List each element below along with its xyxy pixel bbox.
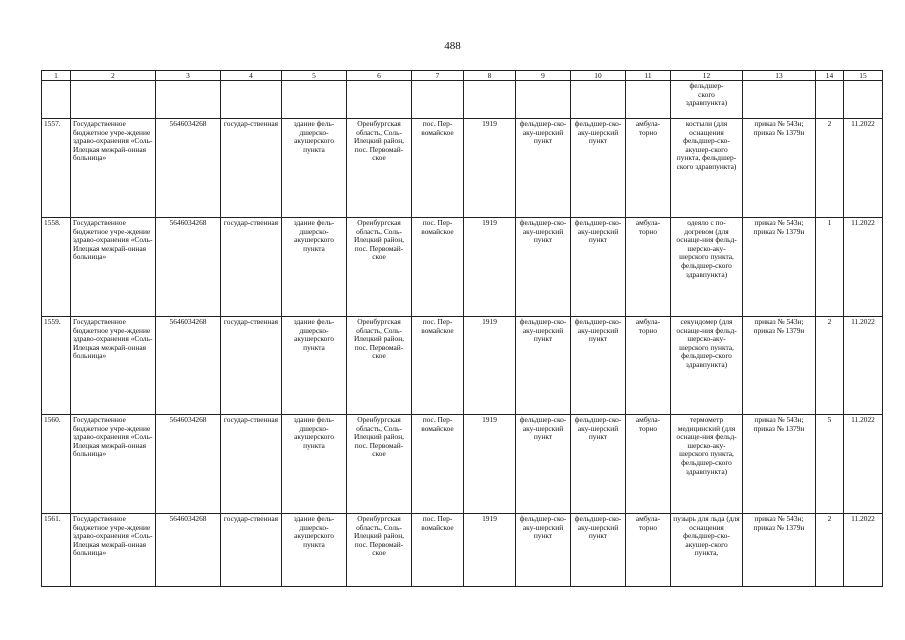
inn-cell: 5646034268 [156, 218, 221, 317]
column-header-12: 12 [671, 71, 743, 81]
continuation-row [42, 81, 883, 119]
table-row [42, 218, 883, 317]
ownership-cell: государ-ственная [221, 514, 282, 587]
column-header-7: 7 [412, 71, 464, 81]
equipment-cell: одеяло с по-догревом (для оснаще-ния фельд-шерско-аку-шерского пункта, фельдшер-ского здравпункта) [671, 218, 743, 317]
column-header-3: 3 [156, 71, 221, 81]
facility-type-cell: фельдшер-ско-аку-шерский пункт [516, 415, 571, 514]
quantity-cell: 2 [816, 317, 844, 415]
inn-cell: 5646034268 [156, 317, 221, 415]
inn-cell: 5646034268 [156, 415, 221, 514]
unit-cell: фельдшер-ско-аку-шерский пункт [571, 415, 626, 514]
organization-name: Государственное бюджетное учре-ждение здраво-охранения «Соль-Илецкая межрай-онная больница» [71, 415, 156, 514]
date-cell: 11.2022 [844, 514, 883, 587]
building-cell: здание фель-дшерско-акушерского пункта [282, 415, 347, 514]
equipment-cell: секундомер (для оснаще-ния фельд-шерско-аку-шерского пункта, фельдшер-ского здравпункта) [671, 317, 743, 415]
unit-cell: фельдшер-ско-аку-шерский пункт [571, 119, 626, 218]
equipment-cell: костыли (для оснащения фельдшер-ско-акушер-ского пункта, фельдшер-ского здравпункта) [671, 119, 743, 218]
column-header-6: 6 [347, 71, 412, 81]
column-header-14: 14 [816, 71, 844, 81]
order-cell: приказ № 543н; приказ № 1379н [743, 119, 816, 218]
settlement-cell: пос. Пер-вомайское [412, 415, 464, 514]
column-header-4: 4 [221, 71, 282, 81]
unit-cell: фельдшер-ско-аку-шерский пункт [571, 317, 626, 415]
facility-type-cell: фельдшер-ско-аку-шерский пункт [516, 514, 571, 587]
row-number: 1558. [42, 218, 71, 317]
column-header-5: 5 [282, 71, 347, 81]
address-cell: Оренбургская область, Соль-Илецкий район, пос. Первомай-ское [347, 415, 412, 514]
unit-cell: фельдшер-ско-аку-шерский пункт [571, 218, 626, 317]
date-cell: 11.2022 [844, 119, 883, 218]
year-cell: 1919 [464, 218, 516, 317]
care-mode-cell: амбула-торно [626, 218, 671, 317]
column-header-13: 13 [743, 71, 816, 81]
quantity-cell: 2 [816, 514, 844, 587]
unit-cell: фельдшер-ско-аку-шерский пункт [571, 514, 626, 587]
row-number: 1559. [42, 317, 71, 415]
quantity-cell: 5 [816, 415, 844, 514]
row-number: 1561. [42, 514, 71, 587]
equipment-cell: пузырь для льда (для оснащения фельдшер-ско-акушер-ского пункта, [671, 514, 743, 587]
year-cell: 1919 [464, 514, 516, 587]
column-header-11: 11 [626, 71, 671, 81]
table-row [42, 415, 883, 514]
facility-type-cell: фельдшер-ско-аку-шерский пункт [516, 218, 571, 317]
building-cell: здание фель-дшерско-акушерского пункта [282, 218, 347, 317]
date-cell: 11.2022 [844, 415, 883, 514]
order-cell: приказ № 543н; приказ № 1379н [743, 514, 816, 587]
year-cell: 1919 [464, 119, 516, 218]
care-mode-cell: амбула-торно [626, 514, 671, 587]
quantity-cell: 2 [816, 119, 844, 218]
date-cell: 11.2022 [844, 218, 883, 317]
column-header-15: 15 [844, 71, 883, 81]
year-cell: 1919 [464, 415, 516, 514]
order-cell: приказ № 543н; приказ № 1379н [743, 415, 816, 514]
column-header-10: 10 [571, 71, 626, 81]
header-row [42, 71, 883, 81]
settlement-cell: пос. Пер-вомайское [412, 317, 464, 415]
settlement-cell: пос. Пер-вомайское [412, 218, 464, 317]
organization-name: Государственное бюджетное учре-ждение здраво-охранения «Соль-Илецкая межрай-онная больница» [71, 218, 156, 317]
ownership-cell: государ-ственная [221, 317, 282, 415]
column-header-2: 2 [71, 71, 156, 81]
table-row [42, 514, 883, 587]
building-cell: здание фель-дшерско-акушерского пункта [282, 514, 347, 587]
column-header-8: 8 [464, 71, 516, 81]
equipment-cell: термометр медицинский (для оснаще-ния фельд-шерско-аку-шерского пункта, фельдшер-ского здравпункта) [671, 415, 743, 514]
organization-name: Государственное бюджетное учре-ждение здраво-охранения «Соль-Илецкая межрай-онная больница» [71, 119, 156, 218]
date-cell: 11.2022 [844, 317, 883, 415]
settlement-cell: пос. Пер-вомайское [412, 514, 464, 587]
order-cell: приказ № 543н; приказ № 1379н [743, 317, 816, 415]
order-cell: приказ № 543н; приказ № 1379н [743, 218, 816, 317]
care-mode-cell: амбула-торно [626, 415, 671, 514]
facility-type-cell: фельдшер-ско-аку-шерский пункт [516, 119, 571, 218]
settlement-cell: пос. Пер-вомайское [412, 119, 464, 218]
quantity-cell: 1 [816, 218, 844, 317]
organization-name: Государственное бюджетное учре-ждение здраво-охранения «Соль-Илецкая межрай-онная больница» [71, 317, 156, 415]
table-row [42, 317, 883, 415]
address-cell: Оренбургская область, Соль-Илецкий район, пос. Первомай-ское [347, 514, 412, 587]
registry-table [41, 70, 883, 587]
organization-name: Государственное бюджетное учре-ждение здраво-охранения «Соль-Илецкая межрай-онная больница» [71, 514, 156, 587]
inn-cell: 5646034268 [156, 514, 221, 587]
address-cell: Оренбургская область, Соль-Илецкий район, пос. Первомай-ское [347, 218, 412, 317]
year-cell: 1919 [464, 317, 516, 415]
facility-type-cell: фельдшер-ско-аку-шерский пункт [516, 317, 571, 415]
row-number: 1560. [42, 415, 71, 514]
ownership-cell: государ-ственная [221, 218, 282, 317]
row-number: 1557. [42, 119, 71, 218]
column-header-1: 1 [42, 71, 71, 81]
address-cell: Оренбургская область, Соль-Илецкий район, пос. Первомай-ское [347, 119, 412, 218]
care-mode-cell: амбула-торно [626, 119, 671, 218]
page-number: 488 [444, 40, 461, 52]
continuation-cell: фельдшер- ского здравпункта) [671, 81, 743, 119]
inn-cell: 5646034268 [156, 119, 221, 218]
ownership-cell: государ-ственная [221, 119, 282, 218]
care-mode-cell: амбула-торно [626, 317, 671, 415]
building-cell: здание фель-дшерско-акушерского пункта [282, 317, 347, 415]
building-cell: здание фель-дшерско-акушерского пункта [282, 119, 347, 218]
column-header-9: 9 [516, 71, 571, 81]
address-cell: Оренбургская область, Соль-Илецкий район, пос. Первомай-ское [347, 317, 412, 415]
ownership-cell: государ-ственная [221, 415, 282, 514]
table-row [42, 119, 883, 218]
